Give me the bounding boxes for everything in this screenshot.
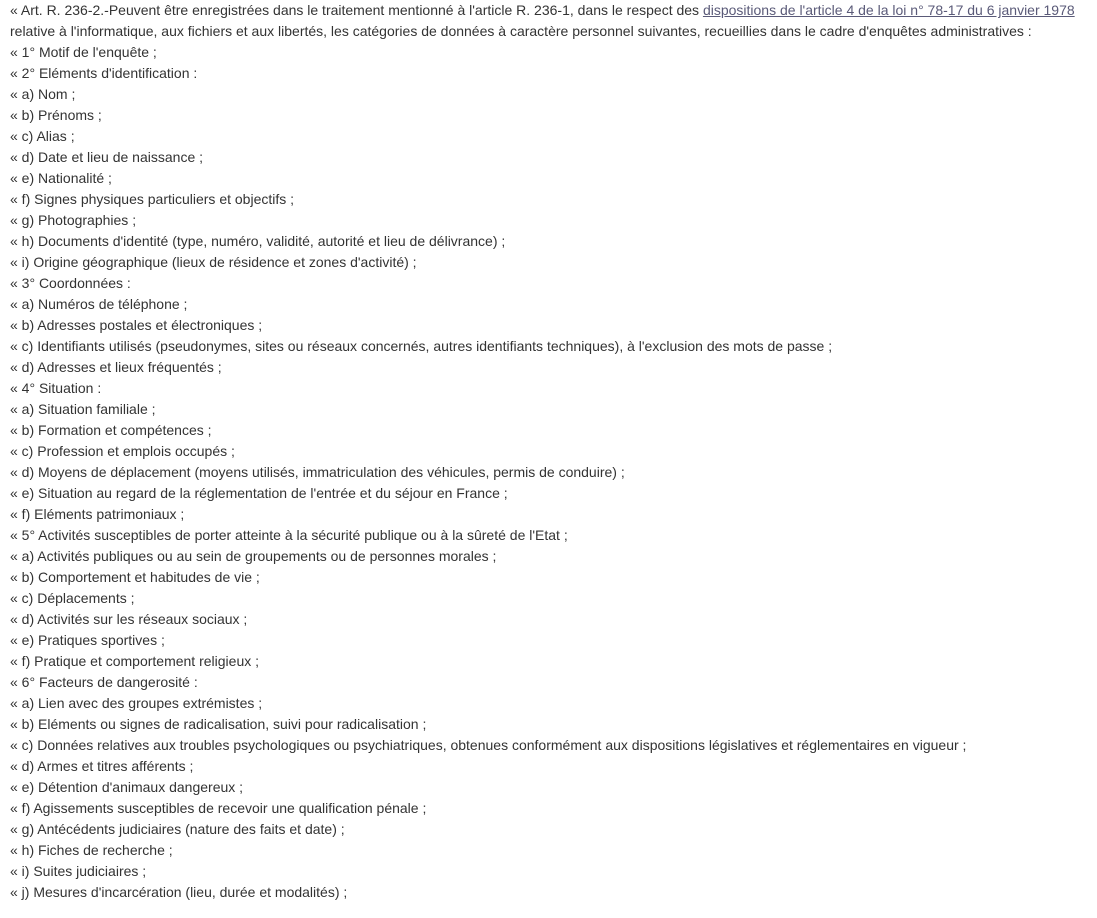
list-item: « i) Origine géographique (lieux de résidence et zones d'activité) ; [10,254,417,270]
list-item: « a) Lien avec des groupes extrémistes ; [10,695,263,711]
list-item: « 4° Situation : [10,380,102,396]
list-item: « 5° Activités susceptibles de porter atteinte à la sécurité publique ou à la sûreté de l'Etat ; [10,527,568,543]
list-item: « 6° Facteurs de dangerosité : [10,674,198,690]
list-item: « c) Alias ; [10,128,75,144]
list-item: « h) Documents d'identité (type, numéro, validité, autorité et lieu de délivrance) ; [10,233,506,249]
list-item: « j) Mesures d'incarcération (lieu, durée et modalités) ; [10,884,348,900]
list-item: « a) Numéros de téléphone ; [10,296,188,312]
list-item: « c) Données relatives aux troubles psychologiques ou psychiatriques, obtenues conformément aux dispositions législatives et réglementaires en vigueur ; [10,737,967,753]
list-item: « d) Adresses et lieux fréquentés ; [10,359,222,375]
list-item: « 3° Coordonnées : [10,275,131,291]
list-item: « d) Moyens de déplacement (moyens utilisés, immatriculation des véhicules, permis de conduire) ; [10,464,625,480]
list-item: « f) Agissements susceptibles de recevoir une qualification pénale ; [10,800,427,816]
list-item: « 1° Motif de l'enquête ; [10,44,157,60]
list-item: « e) Pratiques sportives ; [10,632,165,648]
list-item: « f) Pratique et comportement religieux ; [10,653,260,669]
list-item: « a) Activités publiques ou au sein de groupements ou de personnes morales ; [10,548,497,564]
law-reference-link[interactable]: dispositions de l'article 4 de la loi n° 78-17 du 6 janvier 1978 [702,2,1075,18]
list-item: « b) Adresses postales et électroniques ; [10,317,263,333]
list-item: « d) Date et lieu de naissance ; [10,149,204,165]
list-item: « a) Nom ; [10,86,76,102]
list-item: « b) Comportement et habitudes de vie ; [10,569,260,585]
list-item: « e) Détention d'animaux dangereux ; [10,779,244,795]
article-item-list [10,42,1092,903]
list-item: « c) Déplacements ; [10,590,135,606]
list-item: « b) Prénoms ; [10,107,102,123]
article-intro [10,0,1092,42]
list-item: « c) Identifiants utilisés (pseudonymes, sites ou réseaux concernés, autres identifiants techniques), à l'exclusion des mots de passe ; [10,338,833,354]
list-item: « f) Signes physiques particuliers et objectifs ; [10,191,295,207]
list-item: « i) Suites judiciaires ; [10,863,147,879]
list-item: « b) Eléments ou signes de radicalisation, suivi pour radicalisation ; [10,716,427,732]
list-item: « b) Formation et compétences ; [10,422,212,438]
list-item: « a) Situation familiale ; [10,401,156,417]
list-item: « e) Situation au regard de la réglementation de l'entrée et du séjour en France ; [10,485,508,501]
intro-text-before: « Art. R. 236-2.-Peuvent être enregistrées dans le traitement mentionné à l'article R. 236-1, dans le respect des [10,2,703,18]
list-item: « e) Nationalité ; [10,170,112,186]
list-item: « 2° Eléments d'identification : [10,65,198,81]
list-item: « d) Armes et titres afférents ; [10,758,194,774]
list-item: « g) Antécédents judiciaires (nature des faits et date) ; [10,821,345,837]
list-item: « d) Activités sur les réseaux sociaux ; [10,611,248,627]
list-item: « c) Profession et emplois occupés ; [10,443,235,459]
list-item: « h) Fiches de recherche ; [10,842,173,858]
intro-text-after: relative à l'informatique, aux fichiers et aux libertés, les catégories de données à caractère personnel suivantes, recueillies dans le cadre d'enquêtes administratives : [10,23,1032,39]
list-item: « g) Photographies ; [10,212,137,228]
document-body [10,0,1092,903]
list-item: « f) Eléments patrimoniaux ; [10,506,185,522]
